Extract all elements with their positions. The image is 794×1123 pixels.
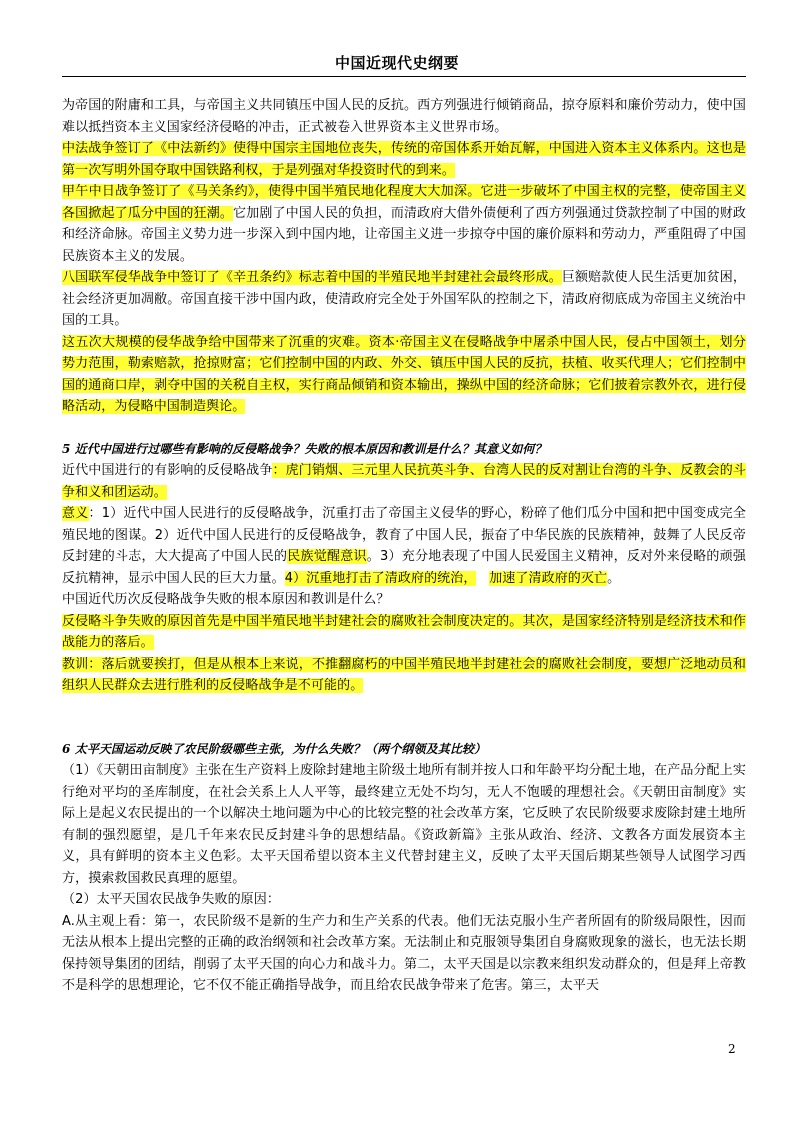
highlight-lessons: 教训：落后就要挨打，但是从根本上来说，不推翻腐朽的中国半殖民地半封建社会的腐败社会制度，要想广泛地动员和组织人民群众去进行胜利的反侵略战争是不可能的。 bbox=[62, 656, 746, 693]
highlight-significance-label: 意义 bbox=[62, 506, 89, 521]
paragraph-taiping-failure-title: （2）太平天国农民战争失败的原因： bbox=[62, 892, 280, 907]
text-boxer-protocol-effects: 巨额赔款使人民生活更加贫困，社会经济更加凋敝。帝国直接干涉中国内政，使清政府完全处于外国军队的控制之下，清政府彻底成为帝国主义统治中国的工具。 bbox=[62, 270, 746, 328]
question-5-heading: 5 近代中国进行过哪些有影响的反侵略战争？失败的根本原因和教训是什么？其意义如何？ bbox=[62, 441, 547, 456]
paragraph-taiping-programs: （1）《天朝田亩制度》主张在生产资料上废除封建地主阶级土地所有制并按人口和年龄平均分配土地，在产品分配上实行绝对平均的圣库制度，在社会关系上人人平等，最终建立无处不均匀，无人不饱暖的理想社会。《天朝田亩制度》实际上是起义农民提出的一个以解决土地问题为中心的比较完整的社会改革方案，它反映了农民阶级要求废除封建土地所有制的强烈愿望，是几千年来农民反封建斗争的思想结晶。《资政新篇》主张从政治、经济、文教各方面发展资本主义，具有鲜明的资本主义色彩。太平天国希望以资本主义代替封建主义，反映了太平天国后期某些领导人试图学习西方，摸索救国救民真理的愿望。 bbox=[62, 763, 746, 886]
text-significance-end: 。 bbox=[607, 570, 621, 586]
highlight-wars-list: ：虎门销烟、三元里人民抗英斗争、台湾人民的反对割让台湾的斗争、反教会的斗争和义和团运动。 bbox=[62, 463, 746, 500]
paragraph-significance bbox=[62, 503, 746, 589]
highlight-five-wars-summary: 这五次大规模的侵华战争给中国带来了沉重的灾难。资本·帝国主义在侵略战争中屠杀中国人民，侵占中国领土，划分势力范围，勒索赔款，抢掠财富；它们控制中国的内政、外交、镇压中国人民的反抗，扶植、收买代理人；它们控制中国的通商口岸，剥夺中国的关税自主权，实行商品倾销和资本输出，操纵中国的经济命脉；它们披着宗教外衣，进行侵略活动，为侵略中国制造舆论。 bbox=[62, 334, 746, 414]
paragraph-failure-reasons bbox=[62, 611, 746, 654]
paragraph-anti-aggression-wars bbox=[62, 460, 746, 503]
highlight-strike-qing: 4）沉重地打击了清政府的统治， bbox=[284, 570, 477, 586]
spacer bbox=[62, 697, 746, 739]
highlight-accelerate-qing-fall: 加速了清政府的灭亡 bbox=[489, 570, 608, 586]
text-significance-part-2: 。3）充分地表现了中国人民爱国主义精神，反对外来侵略的顽强反抗精神，显示中国人民的巨大力量。 bbox=[62, 549, 747, 586]
paragraph-subjective-causes: A.从主观上看：第一，农民阶级不是新的生产力和生产关系的代表。他们无法克服小生产者所固有的阶级局限性，因而无法从根本上提出完整的正确的政治纲领和社会改革方案。无法制止和克服领导集团自身腐败现象的滋长，也无法长期保持领导集团的团结，削弱了太平天国的向心力和战斗力。第二，太平天国是以宗教来组织发动群众的，但是拜上帝教不是科学的思想理论，它不仅不能正确指导战争，而且给农民战争带来了危害。第三，太平天 bbox=[62, 913, 746, 993]
text-wars-intro: 近代中国进行的有影响的反侵略战争 bbox=[62, 463, 273, 478]
highlight-boxer-protocol: 八国联军侵华战争中签订了《辛丑条约》标志着中国的半殖民地半封建社会最终形成。 bbox=[62, 270, 562, 285]
page-number: 2 bbox=[728, 1042, 736, 1056]
paragraph-sino-french-war bbox=[62, 138, 746, 181]
paragraph-lessons bbox=[62, 654, 746, 697]
text-sino-japanese-war-effects: 它加剧了中国人民的负担，而清政府大借外债便利了西方列强通过贷款控制了中国的财政和经济命脉。帝国主义势力进一步深入到中国内地，让帝国主义进一步掠夺中国的廉价原料和劳动力，严重阻碍了中国民族资本主义的发展。 bbox=[62, 205, 746, 264]
paragraph-world-market: 为帝国的附庸和工具，与帝国主义共同镇压中国人民的反抗。西方列强进行倾销商品，掠夺原料和廉价劳动力，使中国难以抵挡资本主义国家经济侵略的冲击，正式被卷入世界资本主义世界市场。 bbox=[62, 98, 746, 135]
paragraph-five-wars-summary bbox=[62, 332, 746, 418]
page-title: 中国近现代史纲要 bbox=[334, 54, 459, 72]
paragraph-failure-question: 中国近代历次反侵略战争失败的根本原因和教训是什么？ bbox=[62, 592, 390, 607]
spacer bbox=[62, 418, 746, 439]
highlight-treaty-of-shimonoseki: 甲午中日战争签订了《马关条约》，使得中国半殖民地化程度大大加深。它进一步破坏了中国主权的完整，使帝国主义各国掀起了瓜分中国的狂潮。 bbox=[62, 184, 746, 221]
highlight-national-awakening: 民族觉醒意识 bbox=[287, 549, 367, 564]
question-6-heading: 6 太平天国运动反映了农民阶级哪些主张，为什么失败？（两个纲领及其比较） bbox=[62, 741, 487, 756]
text-significance-part-1: ：1）近代中国人民进行的反侵略战争，沉重打击了帝国主义侵华的野心，粉碎了他们瓜分中国和把中国变成完全殖民地的图谋。2）近代中国人民进行的反侵略战争，教育了中国人民，振奋了中华民族的民族精神，鼓舞了人民反帝反封建的斗志，大大提高了中国人民的 bbox=[62, 506, 746, 564]
highlight-failure-reasons: 反侵略斗争失败的原因首先是中国半殖民地半封建社会的腐败社会制度决定的。其次，是国家经济特别是经济技术和作战能力的落后。 bbox=[62, 613, 746, 650]
highlight-sino-french-war: 中法战争签订了《中法新约》使得中国宗主国地位丧失，传统的帝国体系开始瓦解，中国进入资本主义体系内。这也是第一次写明外国夺取中国铁路利权，于是列强对华投资时代的到来。 bbox=[62, 141, 746, 178]
header-divider bbox=[62, 76, 746, 77]
paragraph-eight-nation-alliance bbox=[62, 267, 746, 332]
paragraph-sino-japanese-war bbox=[62, 181, 746, 267]
document-body bbox=[62, 95, 746, 997]
